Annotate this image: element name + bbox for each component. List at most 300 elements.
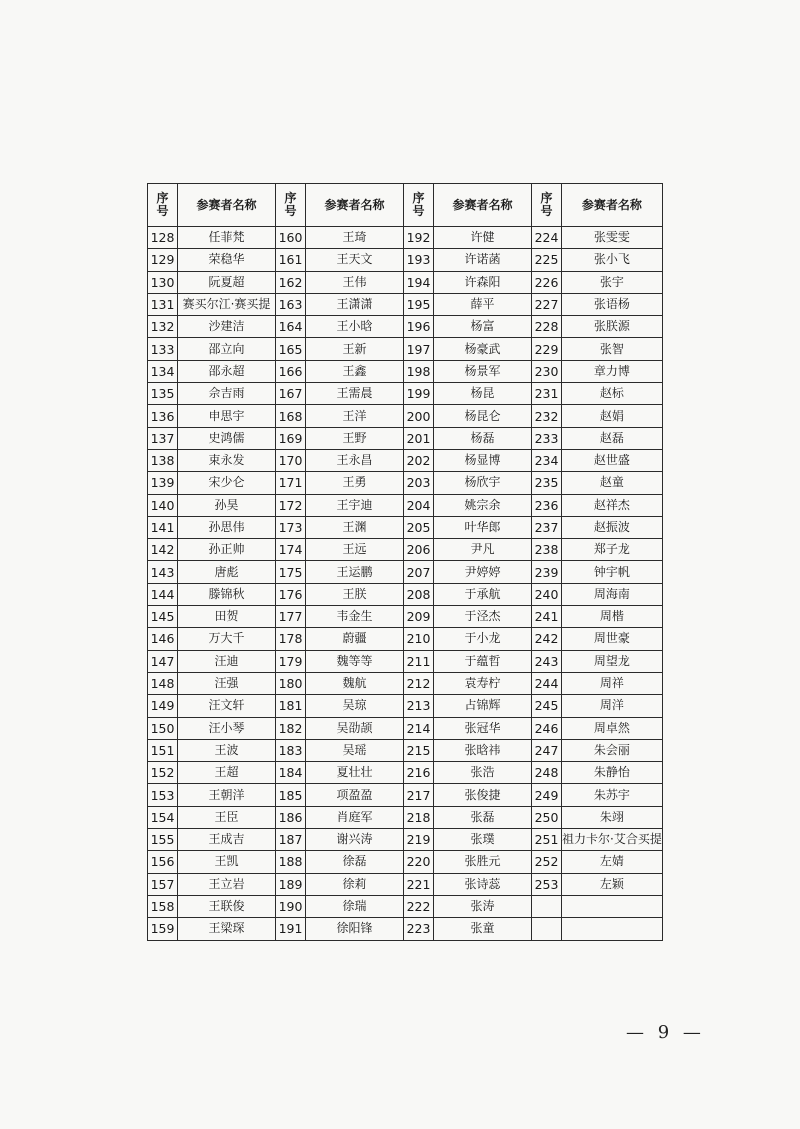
table-row <box>148 695 663 717</box>
cell-seq-number: 248 <box>532 762 562 784</box>
cell-seq-number: 240 <box>532 583 562 605</box>
table-row <box>148 383 663 405</box>
cell-participant-name: 王需晨 <box>306 383 404 405</box>
cell-seq-number: 155 <box>148 829 178 851</box>
cell-participant-name: 许健 <box>434 227 532 249</box>
cell-seq-number: 156 <box>148 851 178 873</box>
page-number: — 9 — <box>626 1022 705 1043</box>
cell-participant-name: 张涛 <box>434 895 532 917</box>
cell-participant-name: 肖庭军 <box>306 806 404 828</box>
cell-participant-name: 于蕴哲 <box>434 650 532 672</box>
cell-participant-name: 王朕 <box>306 583 404 605</box>
cell-seq-number: 177 <box>276 606 306 628</box>
cell-participant-name: 王勇 <box>306 472 404 494</box>
cell-seq-number: 231 <box>532 383 562 405</box>
cell-seq-number: 136 <box>148 405 178 427</box>
cell-seq-number: 211 <box>404 650 434 672</box>
table-row <box>148 316 663 338</box>
table-row <box>148 829 663 851</box>
cell-participant-name: 张宇 <box>562 271 663 293</box>
empty-cell <box>532 918 562 940</box>
cell-participant-name: 周祥 <box>562 672 663 694</box>
cell-seq-number: 223 <box>404 918 434 940</box>
cell-participant-name: 王运鹏 <box>306 561 404 583</box>
table-row <box>148 338 663 360</box>
cell-participant-name: 邵永超 <box>178 360 276 382</box>
cell-participant-name: 杨欣宇 <box>434 472 532 494</box>
cell-seq-number: 215 <box>404 739 434 761</box>
cell-seq-number: 243 <box>532 650 562 672</box>
header-seq: 序 号 <box>148 184 178 227</box>
cell-participant-name: 王梁琛 <box>178 918 276 940</box>
cell-seq-number: 249 <box>532 784 562 806</box>
table-row <box>148 227 663 249</box>
cell-participant-name: 王凯 <box>178 851 276 873</box>
cell-participant-name: 杨景军 <box>434 360 532 382</box>
cell-participant-name: 于泾杰 <box>434 606 532 628</box>
cell-participant-name: 汪小琴 <box>178 717 276 739</box>
cell-participant-name: 赛买尔江·赛买提 <box>178 293 276 315</box>
cell-participant-name: 尹婷婷 <box>434 561 532 583</box>
cell-participant-name: 周卓然 <box>562 717 663 739</box>
cell-seq-number: 129 <box>148 249 178 271</box>
cell-seq-number: 179 <box>276 650 306 672</box>
empty-cell <box>562 918 663 940</box>
empty-cell <box>532 895 562 917</box>
cell-participant-name: 唐彪 <box>178 561 276 583</box>
cell-participant-name: 吴劭颉 <box>306 717 404 739</box>
cell-participant-name: 祖力卡尔·艾合买提 <box>562 829 663 851</box>
cell-participant-name: 王洋 <box>306 405 404 427</box>
cell-seq-number: 237 <box>532 516 562 538</box>
cell-participant-name: 张诗蕊 <box>434 873 532 895</box>
cell-participant-name: 朱静怡 <box>562 762 663 784</box>
cell-seq-number: 206 <box>404 539 434 561</box>
cell-seq-number: 148 <box>148 672 178 694</box>
cell-participant-name: 许森阳 <box>434 271 532 293</box>
cell-seq-number: 244 <box>532 672 562 694</box>
cell-participant-name: 汪强 <box>178 672 276 694</box>
cell-participant-name: 袁寿柠 <box>434 672 532 694</box>
cell-seq-number: 166 <box>276 360 306 382</box>
cell-seq-number: 199 <box>404 383 434 405</box>
cell-participant-name: 章力博 <box>562 360 663 382</box>
cell-participant-name: 申思宇 <box>178 405 276 427</box>
table-row <box>148 739 663 761</box>
cell-participant-name: 张晗祎 <box>434 739 532 761</box>
cell-seq-number: 160 <box>276 227 306 249</box>
table-row <box>148 360 663 382</box>
table-row <box>148 672 663 694</box>
cell-seq-number: 226 <box>532 271 562 293</box>
empty-cell <box>562 895 663 917</box>
cell-participant-name: 韦金生 <box>306 606 404 628</box>
cell-seq-number: 245 <box>532 695 562 717</box>
cell-seq-number: 133 <box>148 338 178 360</box>
cell-seq-number: 167 <box>276 383 306 405</box>
cell-participant-name: 左婧 <box>562 851 663 873</box>
table-row <box>148 717 663 739</box>
cell-participant-name: 王鑫 <box>306 360 404 382</box>
cell-participant-name: 张磊 <box>434 806 532 828</box>
header-seq: 序 号 <box>276 184 306 227</box>
cell-participant-name: 魏等等 <box>306 650 404 672</box>
cell-seq-number: 220 <box>404 851 434 873</box>
cell-participant-name: 赵祥杰 <box>562 494 663 516</box>
table-row <box>148 293 663 315</box>
cell-seq-number: 208 <box>404 583 434 605</box>
cell-participant-name: 张小飞 <box>562 249 663 271</box>
cell-participant-name: 赵振波 <box>562 516 663 538</box>
cell-participant-name: 王天文 <box>306 249 404 271</box>
cell-seq-number: 189 <box>276 873 306 895</box>
cell-seq-number: 172 <box>276 494 306 516</box>
table-row <box>148 784 663 806</box>
cell-participant-name: 郑子龙 <box>562 539 663 561</box>
cell-seq-number: 152 <box>148 762 178 784</box>
cell-participant-name: 任菲梵 <box>178 227 276 249</box>
table-row <box>148 806 663 828</box>
header-seq: 序 号 <box>404 184 434 227</box>
cell-seq-number: 144 <box>148 583 178 605</box>
cell-seq-number: 150 <box>148 717 178 739</box>
cell-seq-number: 139 <box>148 472 178 494</box>
cell-participant-name: 徐阳锋 <box>306 918 404 940</box>
table-row <box>148 873 663 895</box>
cell-seq-number: 138 <box>148 449 178 471</box>
cell-participant-name: 田贺 <box>178 606 276 628</box>
table-row <box>148 762 663 784</box>
cell-seq-number: 241 <box>532 606 562 628</box>
table-row <box>148 895 663 917</box>
cell-participant-name: 王立岩 <box>178 873 276 895</box>
cell-seq-number: 192 <box>404 227 434 249</box>
cell-seq-number: 164 <box>276 316 306 338</box>
cell-seq-number: 207 <box>404 561 434 583</box>
cell-seq-number: 203 <box>404 472 434 494</box>
cell-participant-name: 谢兴涛 <box>306 829 404 851</box>
cell-participant-name: 杨昆 <box>434 383 532 405</box>
cell-participant-name: 滕锦秋 <box>178 583 276 605</box>
cell-seq-number: 157 <box>148 873 178 895</box>
cell-seq-number: 221 <box>404 873 434 895</box>
cell-seq-number: 204 <box>404 494 434 516</box>
cell-participant-name: 史鸿儒 <box>178 427 276 449</box>
header-participant-name: 参赛者名称 <box>306 184 404 227</box>
cell-participant-name: 朱会丽 <box>562 739 663 761</box>
cell-seq-number: 174 <box>276 539 306 561</box>
cell-participant-name: 于承航 <box>434 583 532 605</box>
cell-seq-number: 233 <box>532 427 562 449</box>
table-row <box>148 516 663 538</box>
cell-seq-number: 222 <box>404 895 434 917</box>
cell-participant-name: 荣稳华 <box>178 249 276 271</box>
cell-participant-name: 佘吉雨 <box>178 383 276 405</box>
header-participant-name: 参赛者名称 <box>562 184 663 227</box>
cell-seq-number: 183 <box>276 739 306 761</box>
cell-seq-number: 173 <box>276 516 306 538</box>
table-row <box>148 472 663 494</box>
cell-participant-name: 叶华郎 <box>434 516 532 538</box>
cell-seq-number: 184 <box>276 762 306 784</box>
cell-participant-name: 张璞 <box>434 829 532 851</box>
table-row <box>148 851 663 873</box>
cell-seq-number: 213 <box>404 695 434 717</box>
cell-participant-name: 王朝洋 <box>178 784 276 806</box>
cell-seq-number: 180 <box>276 672 306 694</box>
cell-participant-name: 杨磊 <box>434 427 532 449</box>
cell-participant-name: 钟宇帆 <box>562 561 663 583</box>
cell-seq-number: 140 <box>148 494 178 516</box>
header-participant-name: 参赛者名称 <box>178 184 276 227</box>
cell-seq-number: 158 <box>148 895 178 917</box>
table-row <box>148 449 663 471</box>
cell-seq-number: 154 <box>148 806 178 828</box>
cell-seq-number: 147 <box>148 650 178 672</box>
cell-participant-name: 邵立向 <box>178 338 276 360</box>
table-row <box>148 583 663 605</box>
cell-participant-name: 孙正帅 <box>178 539 276 561</box>
cell-participant-name: 张俊捷 <box>434 784 532 806</box>
cell-participant-name: 张浩 <box>434 762 532 784</box>
cell-participant-name: 王渊 <box>306 516 404 538</box>
cell-participant-name: 张童 <box>434 918 532 940</box>
cell-participant-name: 汪迪 <box>178 650 276 672</box>
cell-seq-number: 197 <box>404 338 434 360</box>
cell-seq-number: 210 <box>404 628 434 650</box>
cell-participant-name: 朱苏宇 <box>562 784 663 806</box>
cell-participant-name: 左颖 <box>562 873 663 895</box>
cell-participant-name: 王联俊 <box>178 895 276 917</box>
cell-seq-number: 181 <box>276 695 306 717</box>
cell-seq-number: 130 <box>148 271 178 293</box>
cell-seq-number: 225 <box>532 249 562 271</box>
cell-seq-number: 137 <box>148 427 178 449</box>
cell-seq-number: 151 <box>148 739 178 761</box>
cell-participant-name: 周洋 <box>562 695 663 717</box>
cell-seq-number: 128 <box>148 227 178 249</box>
cell-seq-number: 217 <box>404 784 434 806</box>
cell-seq-number: 161 <box>276 249 306 271</box>
cell-participant-name: 王超 <box>178 762 276 784</box>
cell-participant-name: 徐瑞 <box>306 895 404 917</box>
cell-seq-number: 238 <box>532 539 562 561</box>
cell-seq-number: 131 <box>148 293 178 315</box>
cell-seq-number: 134 <box>148 360 178 382</box>
cell-participant-name: 王臣 <box>178 806 276 828</box>
cell-seq-number: 251 <box>532 829 562 851</box>
cell-participant-name: 于小龙 <box>434 628 532 650</box>
cell-seq-number: 214 <box>404 717 434 739</box>
cell-participant-name: 张朕源 <box>562 316 663 338</box>
cell-participant-name: 赵世盛 <box>562 449 663 471</box>
cell-seq-number: 159 <box>148 918 178 940</box>
cell-seq-number: 190 <box>276 895 306 917</box>
cell-participant-name: 蔚疆 <box>306 628 404 650</box>
cell-seq-number: 194 <box>404 271 434 293</box>
cell-participant-name: 王琦 <box>306 227 404 249</box>
header-participant-name: 参赛者名称 <box>434 184 532 227</box>
table-row <box>148 494 663 516</box>
cell-seq-number: 239 <box>532 561 562 583</box>
cell-participant-name: 姚宗余 <box>434 494 532 516</box>
cell-seq-number: 169 <box>276 427 306 449</box>
cell-participant-name: 王野 <box>306 427 404 449</box>
cell-seq-number: 216 <box>404 762 434 784</box>
cell-participant-name: 尹凡 <box>434 539 532 561</box>
cell-seq-number: 229 <box>532 338 562 360</box>
cell-participant-name: 徐磊 <box>306 851 404 873</box>
cell-seq-number: 132 <box>148 316 178 338</box>
cell-seq-number: 250 <box>532 806 562 828</box>
cell-participant-name: 万大千 <box>178 628 276 650</box>
participant-roster-table <box>147 183 663 941</box>
cell-seq-number: 165 <box>276 338 306 360</box>
cell-participant-name: 魏航 <box>306 672 404 694</box>
cell-seq-number: 219 <box>404 829 434 851</box>
table-row <box>148 650 663 672</box>
cell-seq-number: 171 <box>276 472 306 494</box>
cell-seq-number: 185 <box>276 784 306 806</box>
cell-participant-name: 张胜元 <box>434 851 532 873</box>
cell-participant-name: 束永发 <box>178 449 276 471</box>
cell-participant-name: 杨显博 <box>434 449 532 471</box>
cell-seq-number: 163 <box>276 293 306 315</box>
cell-participant-name: 孙思伟 <box>178 516 276 538</box>
cell-seq-number: 198 <box>404 360 434 382</box>
cell-seq-number: 234 <box>532 449 562 471</box>
cell-participant-name: 薛平 <box>434 293 532 315</box>
table-row <box>148 405 663 427</box>
cell-seq-number: 209 <box>404 606 434 628</box>
cell-seq-number: 224 <box>532 227 562 249</box>
cell-participant-name: 周世豪 <box>562 628 663 650</box>
cell-seq-number: 195 <box>404 293 434 315</box>
cell-seq-number: 212 <box>404 672 434 694</box>
cell-participant-name: 阮夏超 <box>178 271 276 293</box>
cell-participant-name: 汪文轩 <box>178 695 276 717</box>
cell-participant-name: 赵娟 <box>562 405 663 427</box>
table-header-row <box>148 184 663 227</box>
cell-seq-number: 218 <box>404 806 434 828</box>
cell-participant-name: 徐莉 <box>306 873 404 895</box>
cell-participant-name: 夏壮壮 <box>306 762 404 784</box>
table-row <box>148 427 663 449</box>
cell-participant-name: 杨豪武 <box>434 338 532 360</box>
cell-seq-number: 188 <box>276 851 306 873</box>
cell-seq-number: 176 <box>276 583 306 605</box>
cell-participant-name: 王宇迪 <box>306 494 404 516</box>
cell-seq-number: 186 <box>276 806 306 828</box>
cell-seq-number: 187 <box>276 829 306 851</box>
table-row <box>148 539 663 561</box>
cell-participant-name: 赵标 <box>562 383 663 405</box>
cell-participant-name: 赵童 <box>562 472 663 494</box>
cell-participant-name: 杨富 <box>434 316 532 338</box>
table-row <box>148 271 663 293</box>
table-row <box>148 606 663 628</box>
cell-participant-name: 王成吉 <box>178 829 276 851</box>
cell-participant-name: 王小晗 <box>306 316 404 338</box>
cell-seq-number: 201 <box>404 427 434 449</box>
cell-participant-name: 周海南 <box>562 583 663 605</box>
cell-participant-name: 张冠华 <box>434 717 532 739</box>
cell-seq-number: 253 <box>532 873 562 895</box>
cell-seq-number: 232 <box>532 405 562 427</box>
cell-seq-number: 247 <box>532 739 562 761</box>
cell-seq-number: 191 <box>276 918 306 940</box>
cell-seq-number: 193 <box>404 249 434 271</box>
cell-seq-number: 205 <box>404 516 434 538</box>
header-seq: 序 号 <box>532 184 562 227</box>
cell-participant-name: 王新 <box>306 338 404 360</box>
cell-participant-name: 赵磊 <box>562 427 663 449</box>
cell-participant-name: 许诺菡 <box>434 249 532 271</box>
cell-participant-name: 张语杨 <box>562 293 663 315</box>
cell-participant-name: 王伟 <box>306 271 404 293</box>
cell-seq-number: 170 <box>276 449 306 471</box>
cell-participant-name: 沙建洁 <box>178 316 276 338</box>
cell-participant-name: 占锦辉 <box>434 695 532 717</box>
table-row <box>148 561 663 583</box>
cell-participant-name: 宋少仑 <box>178 472 276 494</box>
cell-participant-name: 王远 <box>306 539 404 561</box>
cell-seq-number: 149 <box>148 695 178 717</box>
table-row <box>148 918 663 940</box>
cell-seq-number: 142 <box>148 539 178 561</box>
cell-seq-number: 168 <box>276 405 306 427</box>
roster-table-wrap <box>147 183 663 941</box>
cell-seq-number: 252 <box>532 851 562 873</box>
cell-seq-number: 145 <box>148 606 178 628</box>
cell-participant-name: 项盈盈 <box>306 784 404 806</box>
cell-participant-name: 吴琼 <box>306 695 404 717</box>
table-row <box>148 628 663 650</box>
cell-seq-number: 143 <box>148 561 178 583</box>
cell-seq-number: 153 <box>148 784 178 806</box>
cell-participant-name: 王永昌 <box>306 449 404 471</box>
cell-participant-name: 周楷 <box>562 606 663 628</box>
roster-body <box>148 227 663 941</box>
cell-seq-number: 235 <box>532 472 562 494</box>
cell-seq-number: 196 <box>404 316 434 338</box>
table-row <box>148 249 663 271</box>
cell-seq-number: 200 <box>404 405 434 427</box>
cell-seq-number: 146 <box>148 628 178 650</box>
cell-participant-name: 杨昆仑 <box>434 405 532 427</box>
cell-seq-number: 246 <box>532 717 562 739</box>
cell-seq-number: 236 <box>532 494 562 516</box>
cell-participant-name: 吴瑶 <box>306 739 404 761</box>
cell-seq-number: 202 <box>404 449 434 471</box>
cell-seq-number: 182 <box>276 717 306 739</box>
cell-participant-name: 张智 <box>562 338 663 360</box>
cell-seq-number: 227 <box>532 293 562 315</box>
cell-seq-number: 242 <box>532 628 562 650</box>
cell-participant-name: 朱翊 <box>562 806 663 828</box>
cell-seq-number: 162 <box>276 271 306 293</box>
cell-seq-number: 175 <box>276 561 306 583</box>
cell-participant-name: 孙昊 <box>178 494 276 516</box>
cell-seq-number: 141 <box>148 516 178 538</box>
cell-seq-number: 228 <box>532 316 562 338</box>
cell-participant-name: 王潇潇 <box>306 293 404 315</box>
cell-seq-number: 230 <box>532 360 562 382</box>
cell-participant-name: 周望龙 <box>562 650 663 672</box>
cell-participant-name: 王波 <box>178 739 276 761</box>
cell-participant-name: 张雯雯 <box>562 227 663 249</box>
cell-seq-number: 178 <box>276 628 306 650</box>
